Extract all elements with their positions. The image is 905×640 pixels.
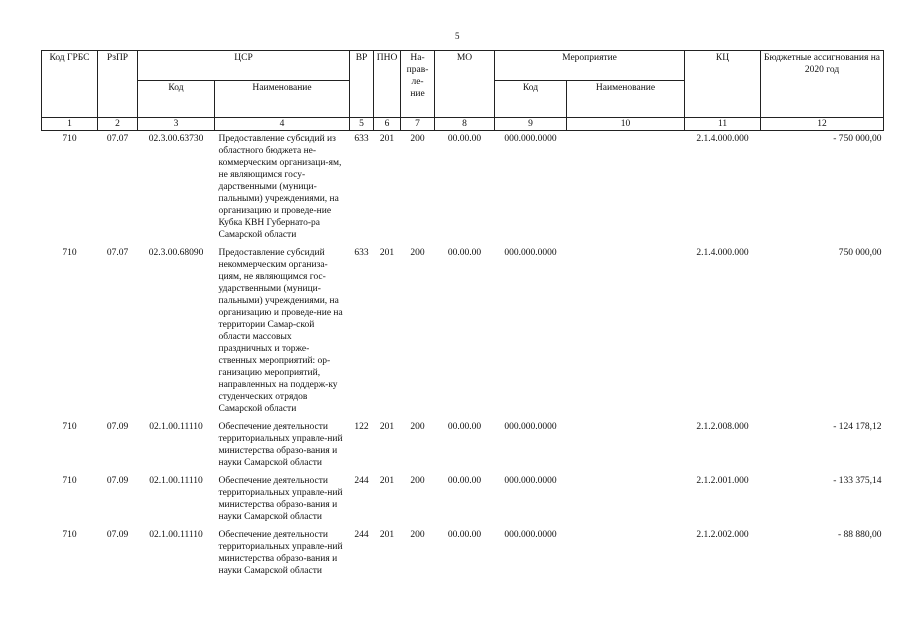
colnum: 7 [401, 118, 435, 131]
cell-name: Обеспечение деятельности территориальных управле-ний министерства образо-вания и науки Самарской области [218, 422, 343, 468]
header-napr: На- прав- ле- ние [401, 51, 435, 118]
cell-grbs: 710 [62, 134, 77, 144]
header-csr-kod: Код [138, 81, 215, 118]
table-row [42, 527, 884, 581]
colnum: 5 [350, 118, 374, 131]
cell-napr: 200 [410, 530, 425, 540]
cell-mo: 00.00.00 [447, 476, 482, 486]
cell-meropr-name [567, 473, 685, 527]
table-body [42, 118, 884, 582]
page-number: 5 [455, 31, 460, 41]
cell-amount: 750 000,00 [838, 248, 882, 258]
cell-csr: 02.3.00.68090 [148, 248, 204, 258]
cell-rzpr: 07.09 [106, 476, 129, 486]
header-pno: ПНО [374, 51, 401, 118]
colnum: 4 [215, 118, 350, 131]
column-numbers-row [42, 118, 884, 131]
header-kc: КЦ [685, 51, 761, 118]
table-row [42, 419, 884, 473]
cell-amount: - 750 000,00 [833, 134, 882, 144]
cell-meropr-kod: 000.000.0000 [504, 248, 557, 258]
cell-pno: 201 [379, 134, 395, 144]
cell-napr: 200 [410, 248, 425, 258]
cell-meropr-kod: 000.000.0000 [504, 134, 557, 144]
cell-mo: 00.00.00 [447, 530, 482, 540]
cell-mo: 00.00.00 [447, 134, 482, 144]
cell-pno: 201 [379, 476, 395, 486]
cell-csr: 02.3.00.63730 [148, 134, 204, 144]
cell-rzpr: 07.09 [106, 422, 129, 432]
cell-vr: 244 [354, 530, 369, 540]
cell-pno: 201 [379, 530, 395, 540]
cell-meropr-kod: 000.000.0000 [504, 422, 557, 432]
cell-meropr-name [567, 527, 685, 581]
cell-grbs: 710 [62, 530, 77, 540]
cell-mo: 00.00.00 [447, 422, 482, 432]
cell-vr: 633 [354, 134, 369, 144]
cell-name: Предоставление субсидий из областного бюджета не-коммерческим организаци-ям, не являющимся госу-дарственными (муници-пальными) учреждениями, на организацию и проведе-ние Кубка КВН Губернато-ра Самарской области [218, 134, 342, 240]
colnum: 1 [42, 118, 98, 131]
cell-grbs: 710 [62, 476, 77, 486]
table-header [42, 51, 884, 118]
colnum: 6 [374, 118, 401, 131]
header-vr: ВР [350, 51, 374, 118]
cell-napr: 200 [410, 422, 425, 432]
header-meropr: Мероприятие [495, 51, 685, 81]
cell-meropr-name [567, 245, 685, 419]
cell-mo: 00.00.00 [447, 248, 482, 258]
cell-kc: 2.1.4.000.000 [696, 134, 749, 144]
header-csr-name: Наименование [215, 81, 350, 118]
cell-rzpr: 07.07 [106, 248, 129, 258]
cell-napr: 200 [410, 134, 425, 144]
cell-amount: - 133 375,14 [833, 476, 882, 486]
header-meropr-name: Наименование [567, 81, 685, 118]
budget-table [41, 50, 884, 581]
header-budget: Бюджетные ассигнования на 2020 год [761, 51, 884, 118]
cell-rzpr: 07.09 [106, 530, 129, 540]
cell-vr: 244 [354, 476, 369, 486]
table-row [42, 245, 884, 419]
cell-kc: 2.1.4.000.000 [696, 248, 749, 258]
cell-csr: 02.1.00.11110 [149, 530, 203, 540]
cell-kc: 2.1.2.001.000 [696, 476, 749, 486]
cell-meropr-name [567, 419, 685, 473]
cell-meropr-kod: 000.000.0000 [504, 476, 557, 486]
table-row [42, 473, 884, 527]
header-kod-grbs: Код ГРБС [42, 51, 98, 118]
cell-csr: 02.1.00.11110 [149, 422, 203, 432]
colnum: 12 [761, 118, 884, 131]
cell-name: Обеспечение деятельности территориальных управле-ний министерства образо-вания и науки Самарской области [218, 476, 343, 522]
cell-amount: - 88 880,00 [837, 530, 882, 540]
colnum: 9 [495, 118, 567, 131]
colnum: 2 [98, 118, 138, 131]
header-csr: ЦСР [138, 51, 350, 81]
cell-pno: 201 [379, 422, 395, 432]
cell-amount: - 124 178,12 [833, 422, 882, 432]
cell-grbs: 710 [62, 422, 77, 432]
table-row [42, 131, 884, 246]
header-meropr-kod: Код [495, 81, 567, 118]
cell-meropr-name [567, 131, 685, 246]
cell-pno: 201 [379, 248, 395, 258]
colnum: 11 [685, 118, 761, 131]
cell-csr: 02.1.00.11110 [149, 476, 203, 486]
cell-rzpr: 07.07 [106, 134, 129, 144]
colnum: 10 [567, 118, 685, 131]
colnum: 8 [435, 118, 495, 131]
header-mo: МО [435, 51, 495, 118]
cell-vr: 122 [354, 422, 369, 432]
cell-napr: 200 [410, 476, 425, 486]
colnum: 3 [138, 118, 215, 131]
cell-kc: 2.1.2.002.000 [696, 530, 749, 540]
cell-name: Предоставление субсидий некоммерческим организа-циям, не являющимся гос-ударственными (муници-пальными) учреждениями, на организацию и проведе-ние на территории Самар-ской области массовых праздничных и торже-ственных мероприятий: ор-ганизацию мероприятий, направленных на поддерж-ку студенческих отрядов Самарской области [218, 248, 343, 414]
header-rzpr: РзПР [98, 51, 138, 118]
cell-kc: 2.1.2.008.000 [696, 422, 749, 432]
cell-meropr-kod: 000.000.0000 [504, 530, 557, 540]
cell-grbs: 710 [62, 248, 77, 258]
cell-vr: 633 [354, 248, 369, 258]
cell-name: Обеспечение деятельности территориальных управле-ний министерства образо-вания и науки Самарской области [218, 530, 343, 576]
